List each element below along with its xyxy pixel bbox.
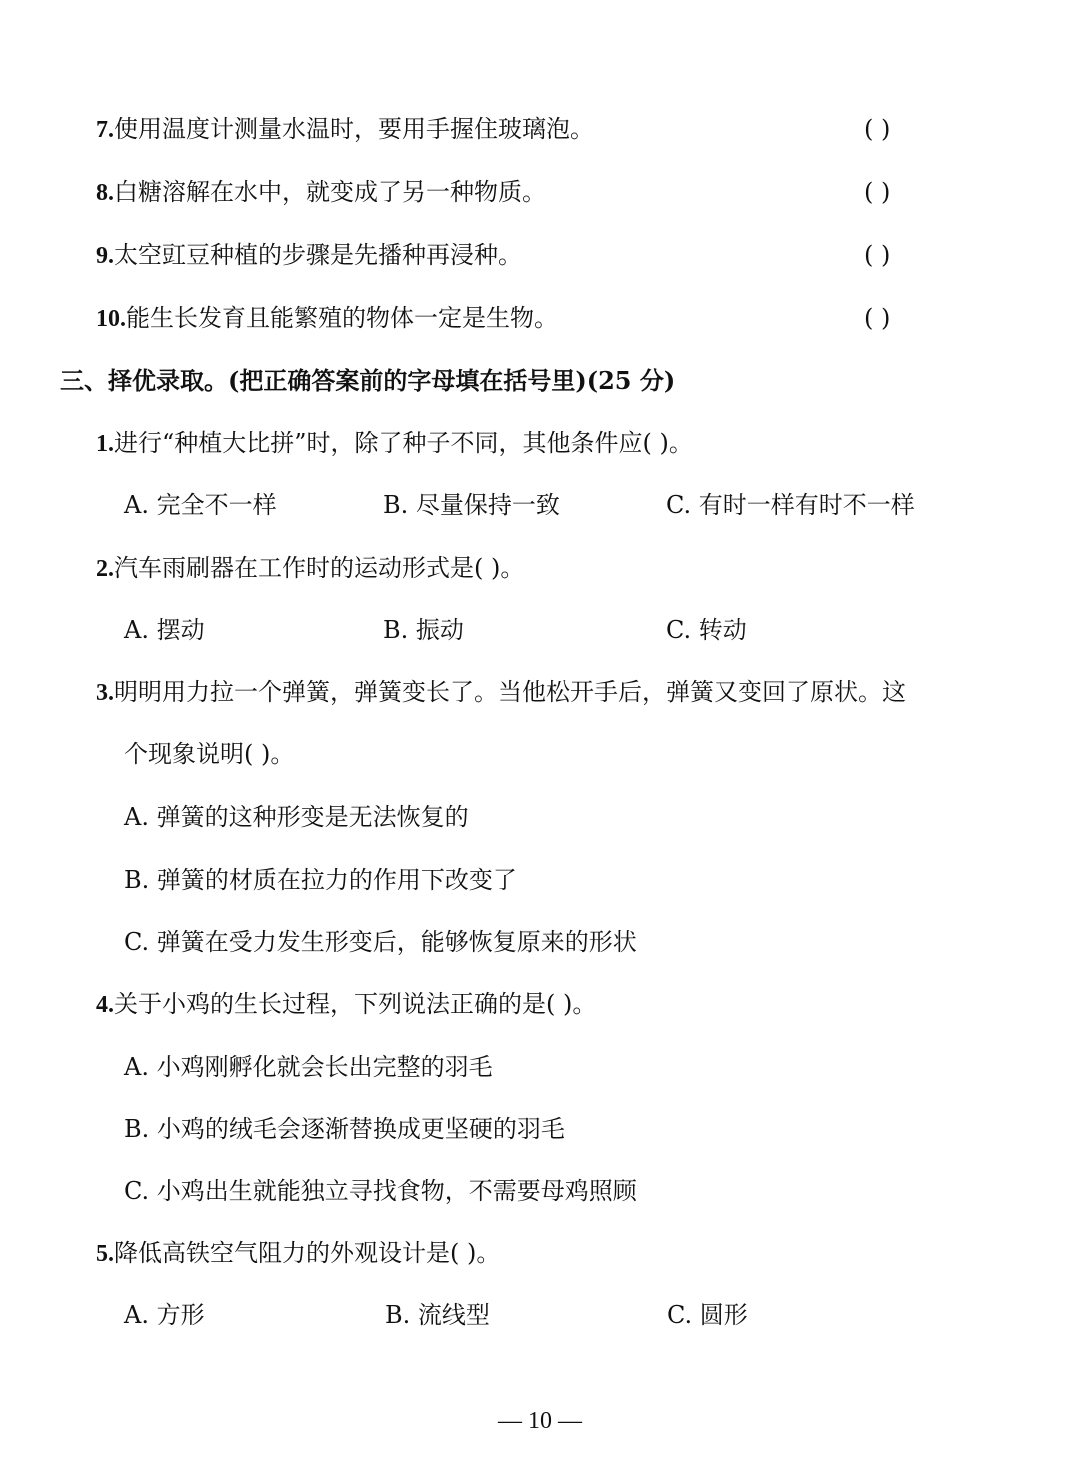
question-text: 汽车雨刷器在工作时的运动形式是( )。 [114, 554, 525, 582]
q3-option-b[interactable]: B. 弹簧的材质在拉力的作用下改变了 [124, 866, 517, 894]
question-text: 关于小鸡的生长过程，下列说法正确的是( )。 [114, 990, 597, 1018]
judgment-item-10 [96, 303, 558, 334]
judgment-item-9 [96, 240, 522, 271]
q2-option-a[interactable]: A. 摆动 [124, 616, 205, 644]
item-number: 7. [96, 117, 114, 143]
answer-bracket-7[interactable]: ( ) [864, 115, 891, 143]
question-4 [96, 989, 596, 1020]
question-1 [96, 428, 693, 459]
section-title: 三、择优录取。(把正确答案前的字母填在括号里)(25 分) [60, 366, 676, 395]
question-number: 4. [96, 992, 114, 1018]
question-number: 1. [96, 431, 114, 457]
q5-option-b[interactable]: B. 流线型 [385, 1301, 490, 1329]
item-text: 能生长发育且能繁殖的物体一定是生物。 [126, 304, 558, 332]
q4-option-c[interactable]: C. 小鸡出生就能独立寻找食物，不需要母鸡照顾 [124, 1177, 637, 1205]
question-number: 2. [96, 556, 114, 582]
question-3-continued: 个现象说明( )。 [124, 740, 295, 768]
q3-option-a[interactable]: A. 弹簧的这种形变是无法恢复的 [124, 803, 469, 831]
question-5 [96, 1238, 500, 1269]
question-text: 进行“种植大比拼”时，除了种子不同，其他条件应( )。 [114, 429, 693, 457]
answer-bracket-10[interactable]: ( ) [864, 304, 891, 332]
question-text: 明明用力拉一个弹簧，弹簧变长了。当他松开手后，弹簧又变回了原状。这 [114, 678, 906, 706]
item-text: 使用温度计测量水温时，要用手握住玻璃泡。 [114, 115, 594, 143]
item-number: 8. [96, 180, 114, 206]
q4-option-b[interactable]: B. 小鸡的绒毛会逐渐替换成更坚硬的羽毛 [124, 1115, 565, 1143]
answer-bracket-8[interactable]: ( ) [864, 178, 891, 206]
question-number: 5. [96, 1241, 114, 1267]
question-number: 3. [96, 680, 114, 706]
page-number: — 10 — [498, 1408, 582, 1434]
item-number: 10. [96, 306, 126, 332]
question-3 [96, 677, 906, 708]
q3-option-c[interactable]: C. 弹簧在受力发生形变后，能够恢复原来的形状 [124, 928, 637, 956]
q1-option-b[interactable]: B. 尽量保持一致 [383, 491, 560, 519]
judgment-item-7 [96, 114, 594, 145]
q4-option-a[interactable]: A. 小鸡刚孵化就会长出完整的羽毛 [124, 1053, 493, 1081]
item-text: 太空豇豆种植的步骤是先播种再浸种。 [114, 241, 522, 269]
item-text: 白糖溶解在水中，就变成了另一种物质。 [114, 178, 546, 206]
question-2 [96, 553, 524, 584]
q5-option-c[interactable]: C. 圆形 [667, 1301, 748, 1329]
judgment-item-8 [96, 177, 546, 208]
q5-option-a[interactable]: A. 方形 [124, 1301, 205, 1329]
q1-option-a[interactable]: A. 完全不一样 [124, 491, 277, 519]
item-number: 9. [96, 243, 114, 269]
q2-option-b[interactable]: B. 振动 [383, 616, 464, 644]
q1-option-c[interactable]: C. 有时一样有时不一样 [666, 491, 915, 519]
question-text: 降低高铁空气阻力的外观设计是( )。 [114, 1239, 501, 1267]
q2-option-c[interactable]: C. 转动 [666, 616, 747, 644]
answer-bracket-9[interactable]: ( ) [864, 241, 891, 269]
